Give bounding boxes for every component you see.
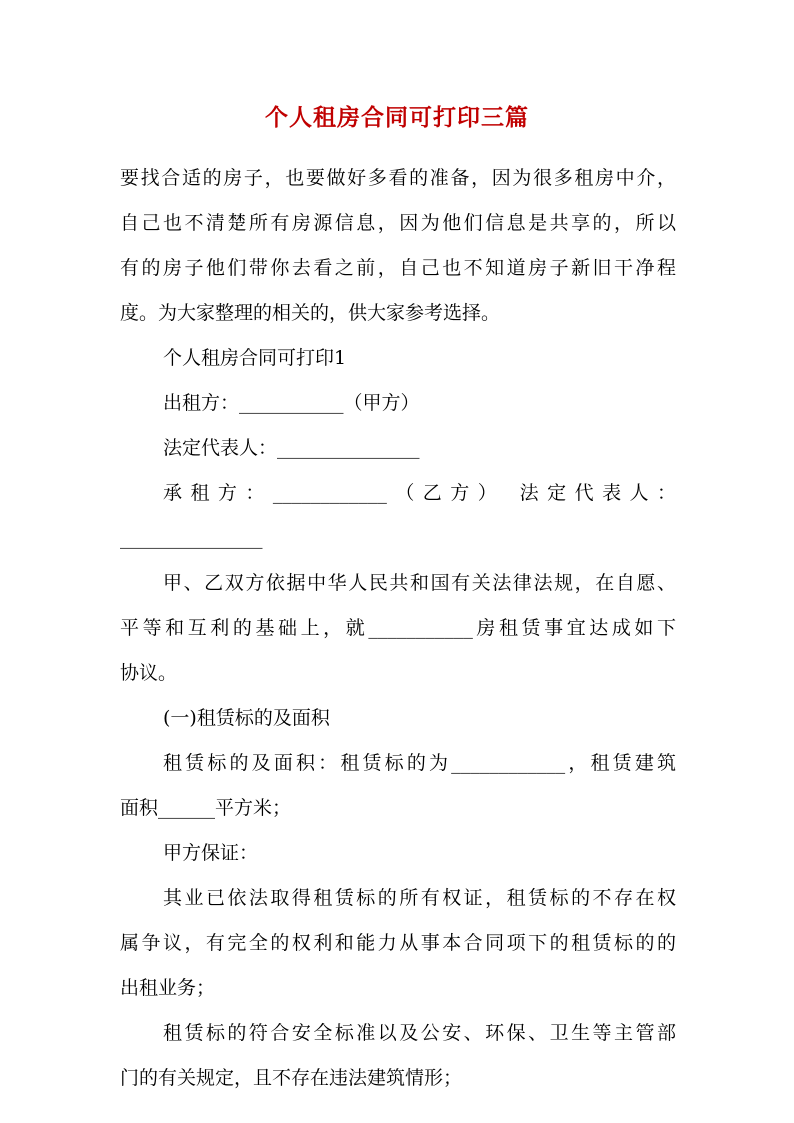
section-heading: (一)租赁标的及面积: [163, 707, 330, 729]
paragraph-line: 度。为大家整理的相关的，供大家参考选择。: [120, 302, 501, 324]
paragraph-line: 租赁标的符合安全标准以及公安、环保、卫生等主管部: [163, 1022, 676, 1044]
contract-heading: 个人租房合同可打印1: [163, 347, 347, 369]
paragraph-line: 面积______平方米；: [120, 797, 292, 819]
lessor-line: 出租方：___________（甲方）: [163, 392, 420, 414]
document-title: 个人租房合同可打印三篇: [265, 104, 529, 131]
paragraph-line: 门的有关规定，且不存在违法建筑情形；: [120, 1067, 463, 1089]
paragraph-line: 属争议，有完全的权利和能力从事本合同项下的租赁标的的: [120, 932, 676, 954]
paragraph-line: 甲、乙双方依据中华人民共和国有关法律法规，在自愿、: [163, 572, 676, 594]
paragraph-line: 甲方保证：: [163, 842, 259, 864]
lessor-representative-line: 法定代表人：_______________: [163, 437, 420, 459]
lessee-representative-blank: _______________: [120, 527, 263, 549]
paragraph-line: 平等和互利的基础上，就___________房租赁事宜达成如下: [120, 617, 676, 639]
paragraph-line: 租赁标的及面积：租赁标的为____________，租赁建筑: [163, 752, 676, 774]
paragraph-line: 有的房子他们带你去看之前，自己也不知道房子新旧干净程: [120, 257, 676, 279]
paragraph-line: 自己也不清楚所有房源信息，因为他们信息是共享的，所以: [120, 212, 676, 234]
paragraph-line: 协议。: [120, 662, 178, 684]
paragraph-line: 要找合适的房子，也要做好多看的准备，因为很多租房中介，: [120, 167, 676, 189]
paragraph-line: 其业已依法取得租赁标的所有权证，租赁标的不存在权: [163, 887, 676, 909]
lessee-line: 承租方：____________（乙方） 法定代表人：: [163, 482, 676, 504]
paragraph-line: 出租业务；: [120, 977, 216, 999]
